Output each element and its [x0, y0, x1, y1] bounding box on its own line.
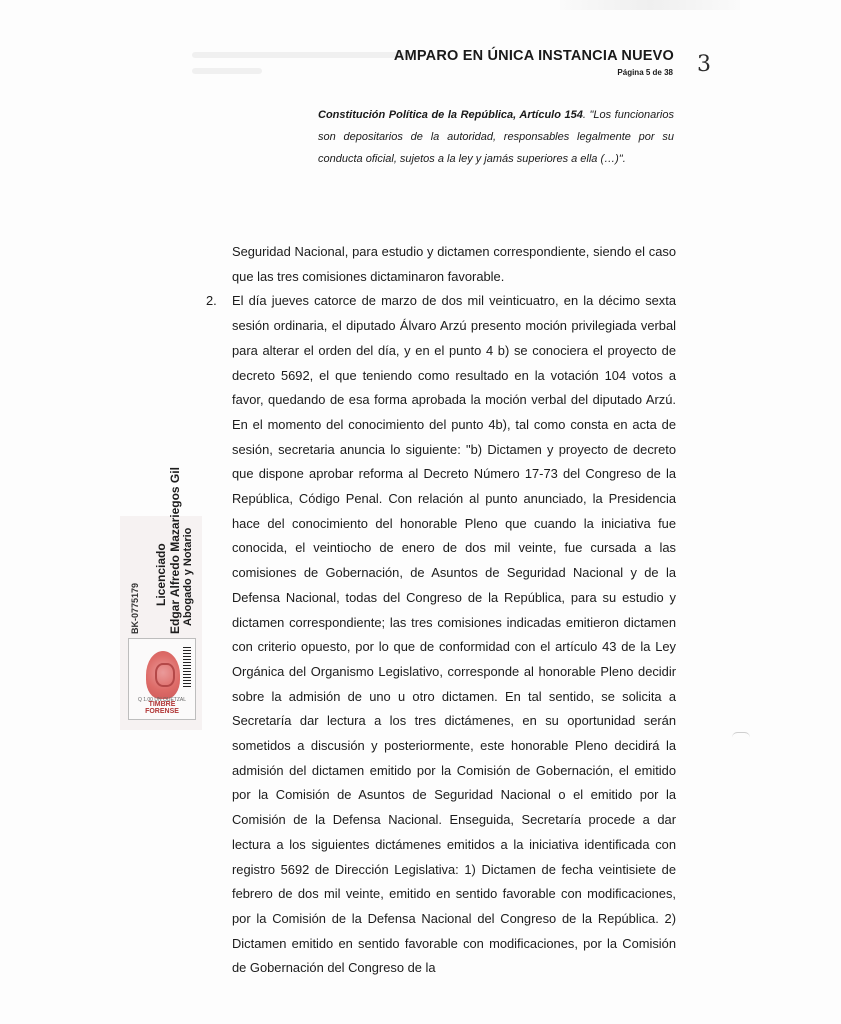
stamp-price: Q 1.00 UN QUETZAL — [137, 697, 187, 703]
margin-mark — [732, 732, 750, 743]
intro-paragraph: Seguridad Nacional, para estudio y dictamen correspondiente, siendo el caso que las tres comisiones dictaminaron favorable. — [232, 244, 676, 284]
handwritten-page-number: 3 — [697, 52, 711, 77]
document-header-title: AMPARO EN ÚNICA INSTANCIA NUEVO — [393, 48, 674, 64]
stamp-box — [128, 638, 196, 720]
numbered-item-2 — [206, 289, 676, 981]
page-number-label: Página 5 de 38 — [617, 68, 673, 77]
stamp-serial: BK-0775179 — [130, 582, 140, 634]
lawyer-name: Edgar Alfredo Mazariegos Gil — [168, 467, 182, 634]
quote-source: Constitución Política de la República, Artículo 154 — [318, 109, 583, 121]
stamp-label: TIMBRE FORENSE — [145, 701, 179, 715]
quote-text: . "Los funcionarios son depositarios de la autoridad, responsables legalmente por su conducta oficial, sujetos a la ley y jamás superiores a ella (…)". — [318, 109, 674, 165]
item-2-paragraph: El día jueves catorce de marzo de dos mil veinticuatro, en la décimo sexta sesión ordinaria, el diputado Álvaro Arzú presento moción privilegiada verbal para alterar el orden del día, y en el punto 4 b) se conociera el proyecto de decreto 5692, el que teniendo como resultado en la votación 104 votos a favor, quedando de esa forma aprobada la moción verbal del diputado Arzú. En el momento del conocimiento del punto 4b), tal como consta en acta de sesión, secretaria anuncia lo siguiente: "b) Dictamen y proyecto de decreto que dispone aprobar reforma al Decreto Número 17-73 del Congreso de la República, Código Penal. Con relación al punto anunciado, la Presidencia hace del conocimiento del honorable Pleno que cuando la iniciativa fue conocida, el veintiocho de enero de dos mil veinte, fue cursada a las comisiones de Gobernación, de Asuntos de Seguridad Nacional y de la Defensa Nacional, todas del Congreso de la República, para su estudio y dictamen correspondiente; las tres comisiones indicadas emitieron dictamen con criterio opuesto, por lo que de conformidad con el artículo 43 de la Ley Orgánica del Organismo Legislativo, corresponde al honorable Pleno decidir sobre la admisión de uno u otro dictamen. En tal sentido, se solicita a Secretaría dar lectura a los tres dictámenes, en su oportunidad serán sometidos a discusión y posteriormente, este honorable Pleno decidirá la admisión del dictamen emitido por la Comisión de Gobernación, el emitido por la Comisión de Asuntos de Seguridad Nacional o el emitido por la Comisión de la Defensa Nacional. Enseguida, Secretaría procede a dar lectura a los siguientes dictámenes emitidos a la iniciativa identificada con registro 5692 de Dirección Legislativa: 1) Dictamen de fecha veintisiete de febrero de dos mil veinte, emitido en sentido favorable con modificaciones, por la Comisión de la Defensa Nacional del Congreso de la República. 2) Dictamen emitido en sentido favorable con modificaciones, por la Comisión de Gobernación del Congreso de la — [232, 293, 676, 976]
coat-of-arms-seal-icon — [146, 651, 180, 699]
document-body — [206, 240, 676, 981]
barcode-icon — [183, 647, 191, 687]
lawyer-title: Licenciado — [154, 543, 168, 606]
lawyer-profession: Abogado y Notario — [182, 527, 194, 626]
scan-edge — [560, 0, 740, 10]
bleed-through-line — [192, 52, 412, 58]
constitution-quote — [318, 104, 674, 170]
item-number: 2. — [206, 293, 217, 309]
bleed-through-line — [192, 68, 262, 74]
